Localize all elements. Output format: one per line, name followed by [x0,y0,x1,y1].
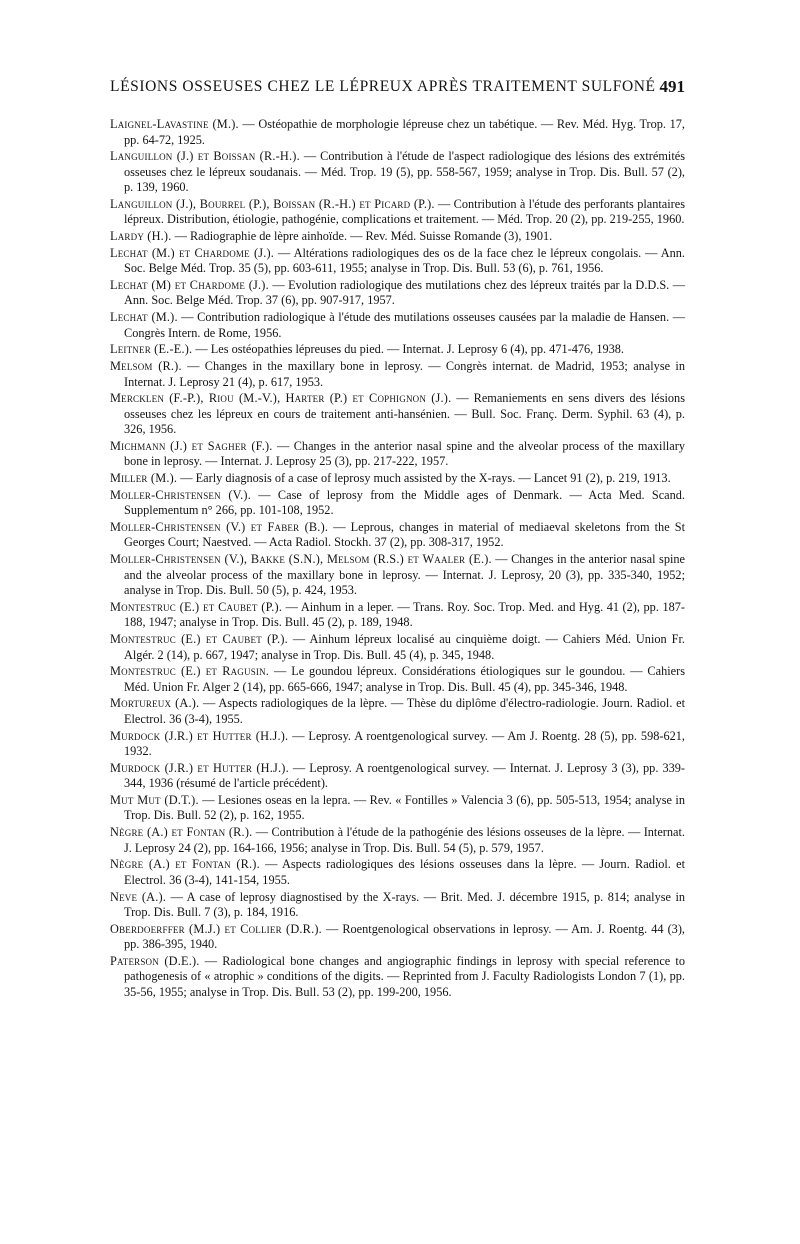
reference-entry [110,359,685,390]
reference-text: — Leprous, changes in material of mediaeval skeletons from the St Georges Court; Naestved. — Acta Radiol. Stockh. 37 (2), pp. 308-317, 1952. [124,519,685,550]
reference-text: — Radiological bone changes and angiographic findings in leprosy with special reference to pathogenesis of « atrophic » conditions of the digits. — Reprinted from J. Faculty Radiologists London 7 (1), pp. 35-56, 1955; analyse in Trop. Dis. Bull. 53 (2), pp. 199-200, 1956. [124,953,685,999]
reference-author: Miller (M.). [110,471,178,486]
reference-text: — Le goundou lépreux. Considérations étiologiques sur le goundou. — Cahiers Méd. Union Fr. Alger 2 (14), pp. 665-666, 1947; analyse in Trop. Dis. Bull. 45 (4), pp. 345-346, 1948. [124,664,685,694]
reference-text: — Changes in the anterior nasal spine and the alveolar process of the maxillary bone in leprosy. — Internat. J. Leprosy, 20 (3), pp. 335-340, 1952; analyse in Trop. Dis. Bull. 50 (5), p. 424, 1953. [124,552,685,598]
reference-entry [110,761,685,792]
running-title: LÉSIONS OSSEUSES CHEZ LE LÉPREUX APRÈS TRAITEMENT SULFONÉ [110,78,656,95]
reference-author: Montestruc (E.) et Caubet (P.). [110,599,283,614]
reference-text: — Aspects radiologiques des lésions osseuses dans la lèpre. — Journ. Radiol. et Electrol. 36 (3-4), 141-154, 1955. [124,857,686,887]
reference-author: Neve (A.). [110,889,167,904]
reference-text: — Contribution radiologique à l'étude des mutilations osseuses causées par la maladie de Hansen. — Congrès Intern. de Rome, 1956. [124,310,685,340]
reference-entry [110,117,685,148]
reference-author: Moller-Christensen (V.). [110,487,251,502]
reference-author: Michmann (J.) et Sagher (F.). [110,438,273,453]
reference-entry [110,664,685,695]
reference-text: — Ainhum lépreux localisé au cinquième doigt. — Cahiers Méd. Union Fr. Algér. 2 (14), p. 667, 1947; analyse in Trop. Dis. Bull. 45 (4), p. 345, 1948. [124,632,685,662]
reference-author: Mortureux (A.). [110,696,200,711]
reference-author: Nègre (A.) et Fontan (R.). [110,857,260,872]
reference-entry [110,149,685,196]
reference-author: Lardy (H.). [110,229,172,244]
reference-author: Montestruc (E.) et Caubet (P.). [110,632,288,646]
reference-entry [110,520,685,551]
reference-text: — Les ostéopathies lépreuses du pied. — Internat. J. Leprosy 6 (4), pp. 471-476, 1938. [192,342,624,357]
reference-text: — Case of leprosy from the Middle ages of Denmark. — Acta Med. Scand. Supplementum n° 266, pp. 101-108, 1952. [124,487,685,518]
reference-text: — Ostéopathie de morphologie lépreuse chez un tabétique. — Rev. Méd. Hyg. Trop. 17, pp. 64-72, 1925. [124,117,686,147]
reference-entry [110,922,685,953]
reference-author: Languillon (J.), Bourrel (P.), Boissan (R.-H.) et Picard (P.). [110,196,435,211]
reference-author: Paterson (D.E.). [110,953,200,968]
reference-text: — Leprosy. A roentgenological survey. — Internat. J. Leprosy 3 (3), pp. 339-344, 1936 (résumé de l'article précédent). [124,760,685,791]
reference-text: — Aspects radiologiques de la lèpre. — Thèse du diplôme d'électro-radiologie. Journ. Radiol. et Electrol. 36 (3-4), 1955. [124,696,685,726]
reference-list [110,117,685,1002]
reference-text: — A case of leprosy diagnostised by the X-rays. — Brit. Med. J. décembre 1915, p. 814; analyse in Trop. Dis. Bull. 7 (3), p. 184, 1916. [124,889,686,919]
reference-entry [110,246,685,277]
reference-author: Nègre (A.) et Fontan (R.). [110,825,253,840]
reference-author: Melsom (R.). [110,359,182,373]
reference-entry [110,488,685,519]
reference-text: — Contribution à l'étude de l'aspect radiologique des lésions des extrémités osseuses chez le lépreux soudanais. — Méd. Trop. 19 (5), pp. 558-567, 1959; analyse in Trop. Dis. Bull. 57 (2), p. 139, 1960. [124,149,686,195]
reference-author: Languillon (J.) et Boissan (R.-H.). [110,149,300,164]
reference-author: Oberdoerffer (M.J.) et Collier (D.R.). [110,921,322,936]
reference-entry [110,229,685,245]
reference-entry [110,793,685,824]
reference-text: — Early diagnosis of a case of leprosy much assisted by the X-rays. — Lancet 91 (2), p. 219, 1913. [177,471,671,486]
reference-entry [110,890,685,921]
reference-entry [110,310,685,341]
reference-author: Murdock (J.R.) et Hutter (H.J.). [110,760,289,775]
reference-author: Leitner (E.-E.). [110,342,193,357]
reference-entry [110,696,685,727]
page-number: 491 [659,77,685,96]
reference-entry [110,439,685,470]
reference-text: — Contribution à l'étude de la pathogénie des lésions osseuses de la lèpre. — Internat. J. Leprosy 24 (2), pp. 164-166, 1956; analyse in Trop. Dis. Bull. 54 (5), p. 579, 1957. [124,825,685,855]
reference-author: Laignel-Lavastine (M.). [110,117,239,131]
reference-author: Mercklen (F.-P.), Riou (M.-V.), Harter (P.) et Cophignon (J.). [110,391,452,406]
reference-entry [110,278,685,309]
reference-text: — Changes in the maxillary bone in leprosy. — Congrès internat. de Madrid, 1953; analyse in Internat. J. Leprosy 21 (4), p. 617, 1953. [124,359,685,389]
reference-text: — Lesiones oseas en la lepra. — Rev. « Fontilles » Valencia 3 (6), pp. 505-513, 1954; analyse in Trop. Dis. Bull. 52 (2), p. 162, 1955. [124,792,685,823]
reference-entry [110,825,685,856]
reference-text: — Leprosy. A roentgenological survey. — Am J. Roentg. 28 (5), pp. 598-621, 1932. [124,728,685,759]
reference-entry [110,391,685,438]
reference-text: — Remaniements en sens divers des lésions osseuses chez les lépreux en cours de traitement anti-hansénien. — Bull. Soc. Franç. Derm. Syphil. 63 (4), p. 326, 1956. [124,391,685,437]
reference-entry [110,552,685,599]
reference-entry [110,954,685,1001]
reference-author: Mut Mut (D.T.). [110,792,199,807]
reference-entry [110,342,685,358]
reference-author: Lechat (M.) et Chardome (J.). [110,245,275,260]
reference-entry [110,600,685,631]
reference-author: Lechat (M.). [110,310,178,325]
page-header [110,78,685,100]
reference-text: — Roentgenological observations in leprosy. — Am. J. Roentg. 44 (3), pp. 386-395, 1940. [124,921,685,952]
reference-entry [110,197,685,228]
reference-text: — Altérations radiologiques des os de la face chez le lépreux congolais. — Ann. Soc. Belge Méd. Trop. 35 (5), pp. 603-611, 1955; analyse in Trop. Dis. Bull. 53 (6), p. 761, 1956. [124,245,685,276]
reference-text: — Changes in the anterior nasal spine and the alveolar process of the maxillary bone in leprosy. — Internat. J. Leprosy 25 (3), pp. 217-222, 1957. [124,438,686,469]
reference-entry [110,632,685,663]
reference-entry [110,729,685,760]
reference-author: Moller-Christensen (V.) et Faber (B.). [110,519,329,534]
reference-author: Montestruc (E.) et Ragusin. [110,664,270,679]
reference-text: — Radiographie de lèpre ainhoïde. — Rev. Méd. Suisse Romande (3), 1901. [171,229,553,244]
reference-author: Lechat (M) et Chardome (J.). [110,277,269,292]
reference-entry [110,857,685,888]
reference-author: Moller-Christensen (V.), Bakke (S.N.), Melsom (R.S.) et Waaler (E.). [110,552,492,567]
reference-text: — Evolution radiologique des mutilations chez des lépreux traités par la D.D.S. — Ann. Soc. Belge Méd. Trop. 37 (6), pp. 907-917, 1957. [124,277,686,308]
reference-entry [110,471,685,487]
reference-text: — Ainhum in a leper. — Trans. Roy. Soc. Trop. Med. and Hyg. 41 (2), pp. 187-188, 1947; analyse in Trop. Dis. Bull. 45 (2), p. 189, 1948. [124,599,685,630]
reference-text: — Contribution à l'étude des perforants plantaires lépreux. Distribution, étiologie, pathogénie, complications et traitement. — Méd. Trop. 20 (2), pp. 219-255, 1960. [124,196,685,227]
reference-author: Murdock (J.R.) et Hutter (H.J.). [110,728,289,743]
